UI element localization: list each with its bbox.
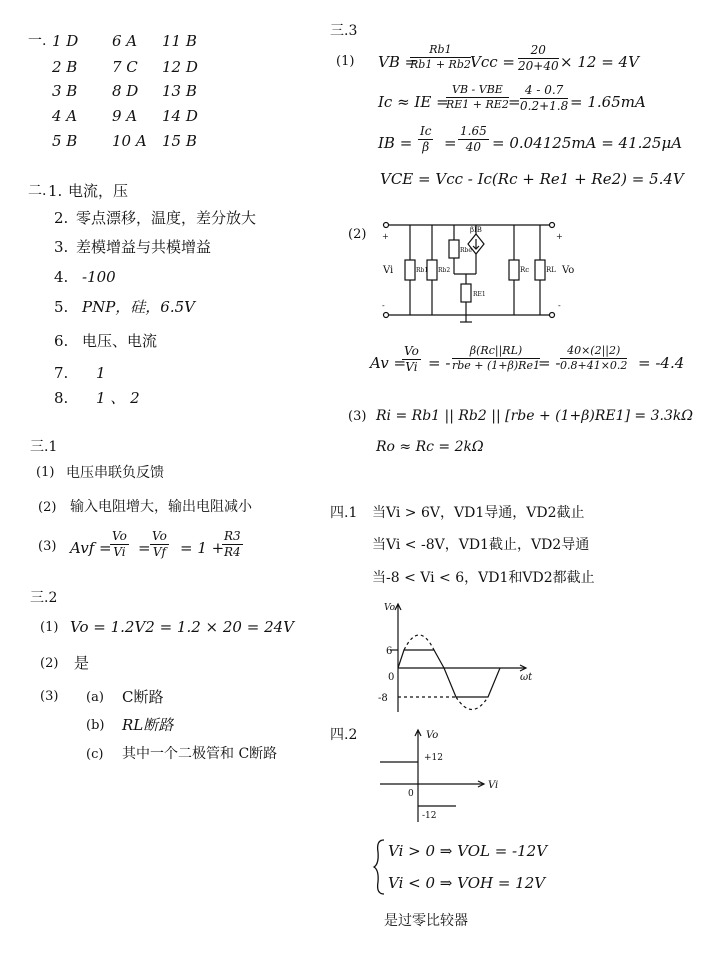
math-text: = - — [538, 354, 561, 372]
circuit-rc: Rc — [520, 266, 530, 274]
denominator: Vf — [152, 545, 166, 560]
fill-item-text: 1 — [96, 364, 106, 382]
part-label: (1) — [36, 465, 55, 480]
denominator: 0.8+41×0.2 — [560, 359, 628, 373]
numerator: 4 - 0.7 — [520, 84, 568, 99]
numerator: 1.65 — [458, 125, 489, 140]
part-label: (b) — [86, 718, 105, 733]
part-label: (3) — [38, 539, 57, 554]
circuit-rb1: Rb1 — [416, 267, 429, 274]
math-text: IB = — [378, 134, 413, 152]
math-text: = — [508, 93, 521, 111]
math-text: Ro ≈ Rc = 2kΩ — [376, 439, 484, 455]
fraction — [518, 44, 559, 73]
numerator: Ic — [418, 125, 433, 140]
small-signal-circuit — [380, 212, 580, 324]
math-text: Ri = Rb1 || Rb2 || [rbe + (1+β)RE1] = 3.3kΩ — [376, 408, 693, 424]
transfer-zero-label: 0 — [408, 789, 414, 799]
math-text: = 1.65mA — [570, 93, 646, 111]
mc-answer: 10 A — [112, 132, 147, 150]
fill-item-text: 差模增益与共模增益 — [76, 238, 212, 256]
mc-answer: 12 D — [162, 58, 198, 76]
part-label: (2) — [348, 227, 367, 242]
numerator: 40×(2||2) — [560, 345, 627, 359]
fill-item-num: 7. — [54, 364, 69, 382]
fill-item-text: -100 — [82, 268, 116, 286]
math-text: Av = — [370, 354, 407, 372]
answer-text: C断路 — [122, 688, 164, 706]
numerator: Vo — [150, 530, 169, 545]
transfer-p12-label: +12 — [424, 753, 443, 763]
circuit-plus-out: + — [556, 232, 563, 241]
comparator-transfer-curve — [376, 726, 516, 826]
answer-text: 电压串联负反馈 — [66, 465, 164, 481]
denominator: R4 — [224, 545, 241, 560]
denominator: Rb1 + Rb2 — [410, 58, 471, 72]
case-text: 当Vi > 6V，VD1导通，VD2截止 — [372, 505, 585, 521]
fraction — [410, 44, 471, 71]
section-4-2-heading: 四.2 — [330, 727, 358, 743]
fraction — [150, 530, 169, 559]
section-4-1-heading: 四.1 — [330, 505, 358, 521]
denominator: β — [422, 140, 430, 155]
fraction — [418, 125, 433, 154]
mc-answer: 13 B — [162, 82, 197, 100]
waveform-neg8-label: -8 — [378, 693, 388, 704]
fraction — [110, 530, 129, 559]
numerator: Rb1 — [410, 44, 471, 58]
mc-answer: 1 D — [52, 32, 79, 50]
section-3-2-heading: 三.2 — [30, 590, 58, 606]
section-3-3-heading: 三.3 — [330, 23, 358, 39]
math-text: VCE = Vcc - Ic(Rc + Re1 + Re2) = 5.4V — [380, 170, 684, 188]
circuit-rb2: Rb2 — [438, 267, 451, 274]
transfer-m12-label: -12 — [422, 811, 437, 821]
mc-answer: 9 A — [112, 107, 138, 125]
circuit-vo: Vo — [562, 265, 575, 276]
circuit-re1: RE1 — [473, 291, 486, 298]
mc-answer: 4 A — [52, 107, 78, 125]
fraction — [520, 84, 568, 113]
circuit-minus-in: - — [382, 301, 385, 310]
mc-answer: 7 C — [112, 58, 138, 76]
conclusion-text: 是过零比较器 — [384, 913, 468, 929]
fill-item-num: 5. — [54, 298, 69, 316]
circuit-rbe: Rbe — [460, 247, 472, 254]
math-text: Avf = — [70, 539, 112, 557]
waveform-zero-label: 0 — [388, 672, 395, 683]
fill-item-text: 零点漂移，温度，差分放大 — [76, 209, 257, 227]
math-text: Vo = 1.2V2 = 1.2 × 20 = 24V — [70, 618, 294, 636]
math-text: = 1 + — [180, 539, 225, 557]
answer-text: 是 — [74, 654, 90, 672]
fill-item-text: PNP，硅，6.5V — [82, 298, 195, 316]
circuit-rl: RL — [546, 266, 556, 274]
denominator: 40 — [465, 140, 481, 155]
part-label: (3) — [40, 689, 59, 704]
case-text: 当Vi < -8V，VD1截止，VD2导通 — [372, 537, 590, 553]
mc-answer: 2 B — [52, 58, 78, 76]
mc-answer: 3 B — [52, 82, 78, 100]
fill-item-num: 8. — [54, 389, 69, 407]
mc-heading: 一. — [28, 33, 47, 49]
math-text: Ic ≈ IE = — [378, 93, 449, 111]
denominator: RE1 + RE2 — [446, 98, 509, 112]
numerator: VB - VBE — [446, 84, 509, 98]
math-text: VB = — [378, 53, 418, 71]
fraction — [452, 345, 540, 372]
math-text: = — [444, 134, 457, 152]
mc-answer: 8 D — [112, 82, 139, 100]
part-label: (1) — [40, 620, 59, 635]
fraction — [560, 345, 627, 372]
waveform-six-label: 6 — [386, 646, 393, 657]
circuit-bib: βIB — [470, 226, 482, 234]
brace-icon — [372, 838, 386, 896]
fill-item-text: 电压、电流 — [82, 332, 158, 350]
mc-answer: 14 D — [162, 107, 198, 125]
mc-answer: 11 B — [162, 32, 197, 50]
case-text: 当-8 < Vi < 6，VD1和VD2都截止 — [372, 570, 595, 586]
numerator: R3 — [222, 530, 243, 545]
math-text: Vcc = — [470, 53, 515, 71]
mc-answer: 15 B — [162, 132, 197, 150]
part-label: (3) — [348, 409, 367, 424]
math-text: × 12 = 4V — [560, 53, 639, 71]
math-text: = -4.4 — [638, 354, 685, 372]
fill-item-num: 6. — [54, 332, 69, 350]
transfer-vo-label: Vo — [426, 730, 439, 741]
denominator: rbe + (1+β)Re1 — [452, 359, 540, 373]
mc-answer: 6 A — [112, 32, 138, 50]
waveform-wt-label: ωt — [520, 672, 533, 683]
denominator: Vi — [405, 360, 418, 375]
case-text: Vi < 0 ⇒ VOH = 12V — [388, 874, 546, 892]
fraction — [222, 530, 243, 559]
fill-item-num: 3. — [54, 238, 69, 256]
case-text: Vi > 0 ⇒ VOL = -12V — [388, 842, 548, 860]
part-label: (2) — [40, 656, 59, 671]
denominator: 0.2+1.8 — [520, 99, 569, 114]
fill-item-text: 电流，压 — [68, 182, 129, 200]
fill-item-num: 4. — [54, 268, 69, 286]
math-text: = 0.04125mA = 41.25μA — [492, 134, 683, 152]
denominator: 20+40 — [518, 59, 559, 74]
transfer-vi-label: Vi — [488, 780, 499, 791]
fill-item-num: 1. — [48, 182, 63, 200]
fill-item-num: 2. — [54, 209, 69, 227]
circuit-vi: Vi — [383, 265, 394, 276]
denominator: Vi — [113, 545, 126, 560]
section-3-1-heading: 三.1 — [30, 439, 58, 455]
part-label: (1) — [336, 54, 355, 69]
part-label: (a) — [86, 690, 104, 705]
part-label: (2) — [38, 500, 57, 515]
waveform-vo-label: Vo — [384, 603, 396, 613]
fraction — [458, 125, 489, 154]
numerator: Vo — [110, 530, 129, 545]
fill-item-text: 1 、 2 — [96, 389, 140, 407]
numerator: 20 — [518, 44, 559, 59]
fraction — [402, 345, 421, 374]
numerator: Vo — [402, 345, 421, 360]
fraction — [446, 84, 509, 111]
answer-text: 其中一个二极管和 C断路 — [122, 746, 278, 762]
clipper-waveform — [370, 600, 550, 718]
math-text: = — [138, 539, 151, 557]
circuit-plus-in: + — [382, 232, 389, 241]
fill-heading: 二. — [28, 183, 47, 199]
answer-text: RL断路 — [122, 716, 174, 734]
circuit-minus-out: - — [558, 301, 561, 310]
mc-answer: 5 B — [52, 132, 78, 150]
math-text: = - — [428, 354, 451, 372]
part-label: (c) — [86, 747, 104, 762]
answer-text: 输入电阻增大，输出电阻减小 — [70, 499, 252, 515]
numerator: β(Rc||RL) — [452, 345, 540, 359]
